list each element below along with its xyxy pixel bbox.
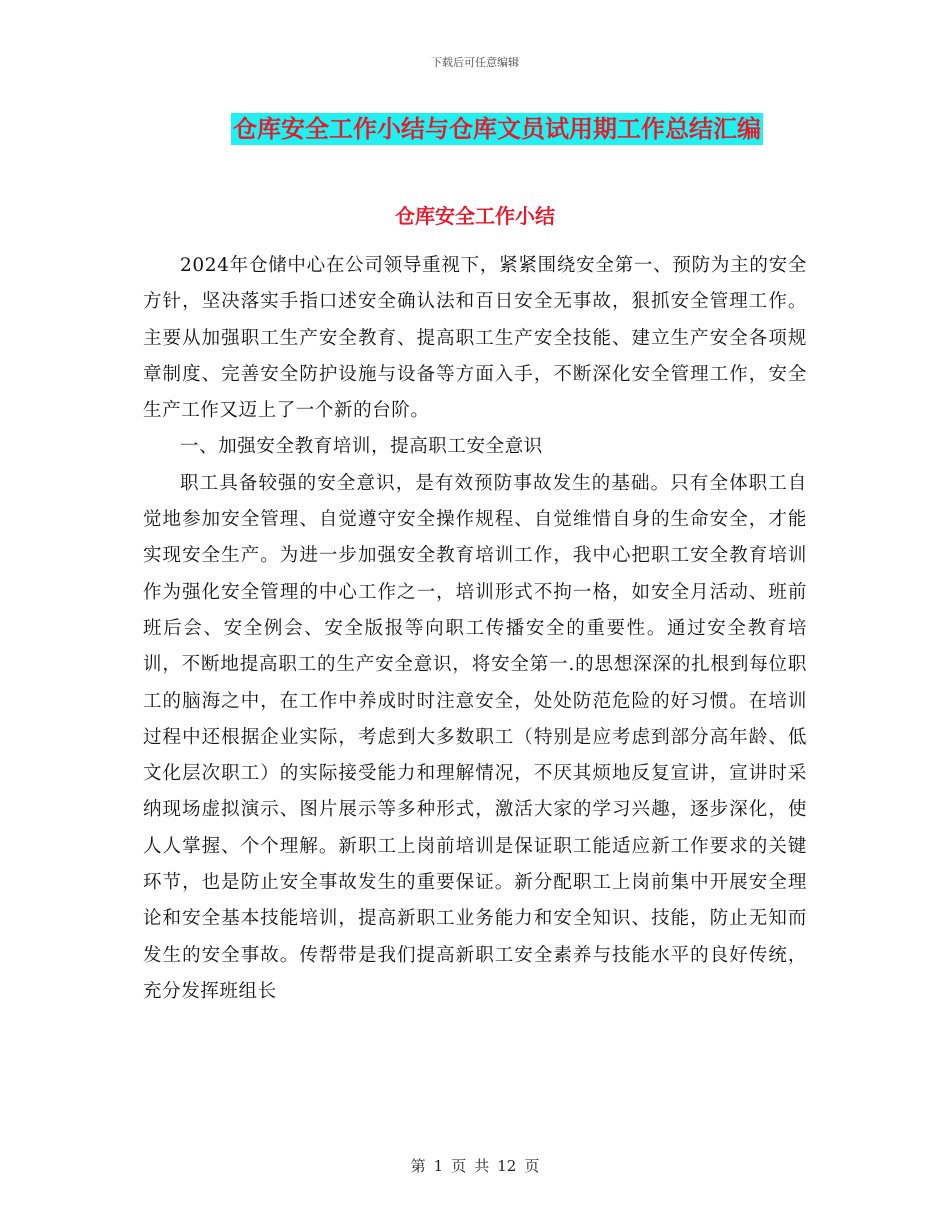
paragraph-heading-1: 一、加强安全教育培训，提高职工安全意识 [180,436,543,458]
page-number: 1 [433,1157,444,1175]
paragraph-intro: 2024年仓储中心在公司领导重视下，紧紧围绕安全第一、预防为主的安全方针，坚决落实手指口述安全确认法和百日安全无事故，狠抓安全管理工作。主要从加强职工生产安全教育、提高职工生产安全技能、建立生产安全各项规章制度、完善安全防护设施与设备等方面入手，不断深化安全管理工作，安全生产工作又迈上了一个新的台阶。 [143,255,807,422]
total-pages: 12 [497,1157,517,1175]
total-unit: 页 [524,1157,540,1175]
paragraph-safety-education: 职工具备较强的安全意识，是有效预防事故发生的基础。只有全体职工自觉地参加安全管理、自觉遵守安全操作规程、自觉维惜自身的生命安全，才能实现安全生产。为进一步加强安全教育培训工作，我中心把职工安全教育培训作为强化安全管理的中心工作之一，培训形式不拘一格，如安全月活动、班前班后会、安全例会、安全版报等向职工传播安全的重要性。通过安全教育培训，不断地提高职工的生产安全意识，将安全第一.的思想深深的扎根到每位职工的脑海之中，在工作中养成时时注意安全，处处防范危险的好习惯。在培训过程中还根据企业实际，考虑到大多数职工（特别是应考虑到部分高年龄、低文化层次职工）的实际接受能力和理解情况，不厌其烦地反复宣讲，宣讲时采纳现场虚拟演示、图片展示等多种形式，激活大家的学习兴趣，逐步深化，使人人掌握、个个理解。新职工上岗前培训是保证职工能适应新工作要求的关键环节，也是防止安全事故发生的重要保证。新分配职工上岗前集中开展安全理论和安全基本技能培训，提高新职工业务能力和安全知识、技能，防止无知而发生的安全事故。传帮带是我们提高新职工安全素养与技能水平的良好传统，充分发挥班组长 [143,472,807,1002]
page-footer [0,1155,950,1176]
total-label: 共 [474,1157,490,1175]
page-label: 第 [410,1157,426,1175]
document-title: 仓库安全工作小结与仓库文员试用期工作总结汇编 [233,115,761,143]
document-body [143,248,807,1010]
document-title-wrapper [0,113,950,145]
header-note: 下载后可任意编辑 [431,56,519,69]
section-title: 仓库安全工作小结 [395,204,555,228]
page-unit: 页 [451,1157,467,1175]
